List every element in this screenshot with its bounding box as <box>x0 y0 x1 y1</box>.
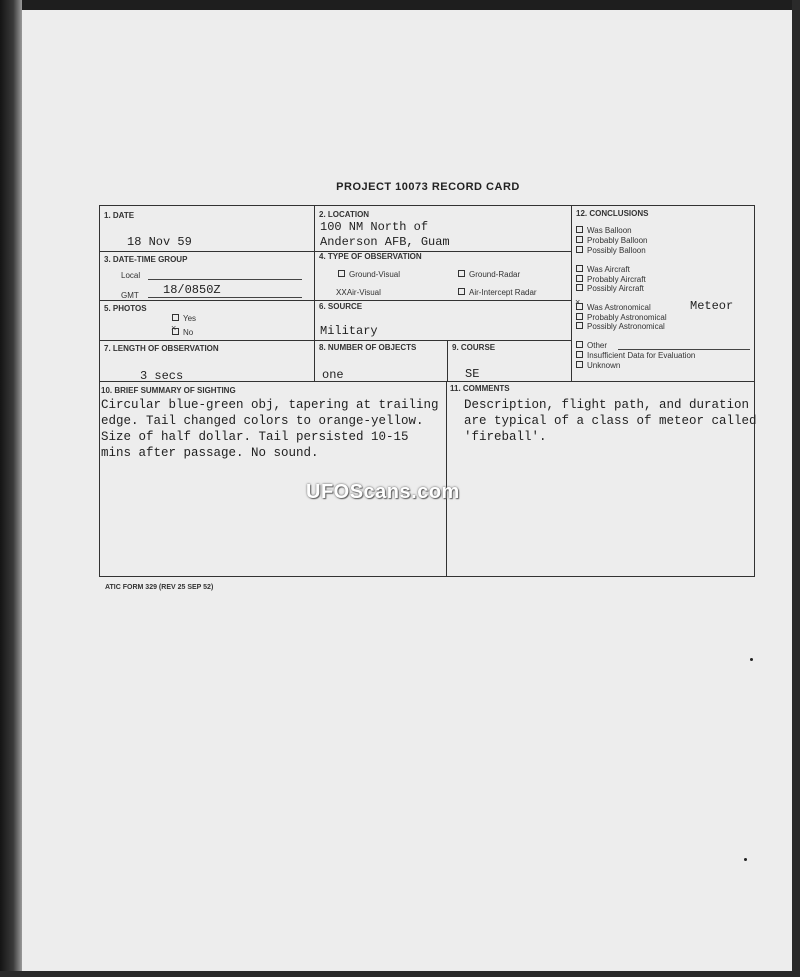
course-value: SE <box>465 367 480 381</box>
num-objects-label: 8. NUMBER OF OBJECTS <box>319 343 417 352</box>
summary-line: Circular blue-green obj, tapering at trailing <box>101 398 439 412</box>
summary-label: 10. BRIEF SUMMARY OF SIGHTING <box>101 386 236 395</box>
checkbox-icon <box>576 226 583 233</box>
dtg-label: 3. DATE-TIME GROUP <box>104 255 188 264</box>
scan-speck <box>744 858 747 861</box>
scan-edge-bottom <box>0 971 800 977</box>
concl-meteor-note: Meteor <box>690 299 734 313</box>
photos-no: ×No <box>172 328 193 337</box>
date-value: 18 Nov 59 <box>127 235 192 249</box>
photos-label: 5. PHOTOS <box>104 304 147 313</box>
location-line-1: 100 NM North of <box>320 220 429 234</box>
checkbox-icon <box>576 265 583 272</box>
comments-text <box>464 397 757 445</box>
checkbox-icon <box>576 361 583 368</box>
conclusions-label: 12. CONCLUSIONS <box>576 209 649 218</box>
type-air-intercept: Air-Intercept Radar <box>458 288 537 297</box>
concl-possibly-aircraft: Possibly Aircraft <box>576 284 644 293</box>
concl-was-astronomical: ×Was Astronomical <box>576 303 651 312</box>
checkbox-icon <box>576 322 583 329</box>
divider-conclusions <box>571 206 572 381</box>
checked-box-icon <box>576 303 583 310</box>
length-value: 3 secs <box>140 369 184 383</box>
comments-label: 11. COMMENTS <box>450 384 510 393</box>
checkbox-icon <box>576 341 583 348</box>
concl-probably-balloon: Probably Balloon <box>576 236 647 245</box>
scan-speck <box>750 658 753 661</box>
comments-line: Description, flight path, and duration <box>464 398 750 412</box>
concl-possibly-balloon: Possibly Balloon <box>576 246 646 255</box>
dtg-gmt-label: GMT <box>121 291 139 300</box>
concl-other-line <box>618 349 750 350</box>
concl-other: Other <box>576 341 607 350</box>
checked-box-icon <box>172 328 179 335</box>
scan-edge-right <box>792 0 800 977</box>
scan-edge-left <box>0 0 22 977</box>
comments-line: are typical of a class of meteor called <box>464 414 757 428</box>
dtg-gmt-line <box>148 297 302 298</box>
length-label: 7. LENGTH OF OBSERVATION <box>104 344 219 353</box>
dtg-gmt-value: 18/0850Z <box>163 283 221 297</box>
type-air-visual: XXAir-Visual <box>336 288 381 298</box>
checkbox-icon <box>576 246 583 253</box>
checkbox-icon <box>576 284 583 291</box>
divider-row-3 <box>99 340 571 341</box>
photos-yes: Yes <box>172 314 196 323</box>
type-ground-visual: Ground-Visual <box>338 270 400 279</box>
concl-was-balloon: Was Balloon <box>576 226 632 235</box>
checkbox-icon <box>576 275 583 282</box>
concl-probably-astronomical: Probably Astronomical <box>576 313 667 322</box>
summary-line: mins after passage. No sound. <box>101 446 319 460</box>
divider-row-4 <box>99 381 755 382</box>
summary-line: Size of half dollar. Tail persisted 10-15 <box>101 430 409 444</box>
checkbox-icon <box>576 351 583 358</box>
checkbox-icon <box>172 314 179 321</box>
concl-insufficient: Insufficient Data for Evaluation <box>576 351 695 360</box>
summary-line: edge. Tail changed colors to orange-yellow. <box>101 414 424 428</box>
checkbox-icon <box>458 288 465 295</box>
divider-row-2 <box>99 300 571 301</box>
concl-was-aircraft: Was Aircraft <box>576 265 630 274</box>
checkbox-icon <box>458 270 465 277</box>
source-label: 6. SOURCE <box>319 302 363 311</box>
divider-course <box>447 340 448 381</box>
checkbox-icon <box>576 313 583 320</box>
checkbox-icon <box>576 236 583 243</box>
dtg-local-label: Local <box>121 271 141 280</box>
num-objects-value: one <box>322 368 344 382</box>
dtg-local-line <box>148 279 302 280</box>
concl-probably-aircraft: Probably Aircraft <box>576 275 646 284</box>
comments-line: 'fireball'. <box>464 430 547 444</box>
course-label: 9. COURSE <box>452 343 496 352</box>
source-value: Military <box>320 324 378 338</box>
card-title: PROJECT 10073 RECORD CARD <box>336 181 520 193</box>
air-visual-mark: XX <box>336 288 347 298</box>
location-line-2: Anderson AFB, Guam <box>320 235 450 249</box>
location-label: 2. LOCATION <box>319 210 370 219</box>
checkbox-icon <box>338 270 345 277</box>
concl-possibly-astronomical: Possibly Astronomical <box>576 322 665 331</box>
type-ground-radar: Ground-Radar <box>458 270 520 279</box>
form-id: ATIC FORM 329 (REV 25 SEP 52) <box>105 584 214 591</box>
watermark: UFOScans.com <box>306 481 460 503</box>
type-label: 4. TYPE OF OBSERVATION <box>319 252 422 261</box>
divider-summary <box>446 381 447 577</box>
concl-unknown: Unknown <box>576 361 620 370</box>
divider-col-mid <box>314 206 315 381</box>
scan-edge-top <box>0 0 800 10</box>
summary-text <box>101 397 439 461</box>
date-label: 1. DATE <box>104 211 135 220</box>
